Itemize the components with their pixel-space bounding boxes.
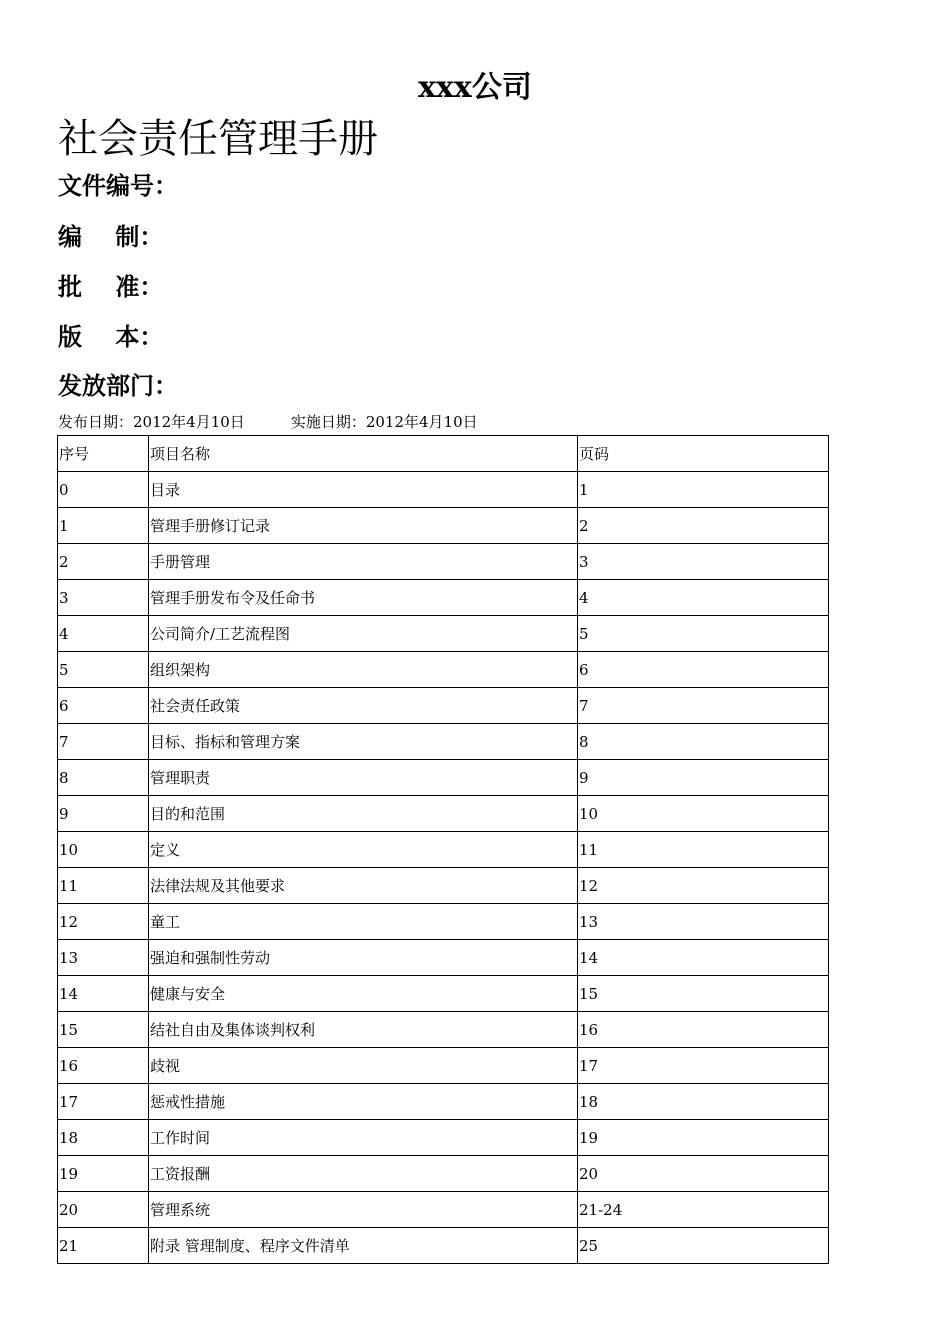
row-number: 20 bbox=[58, 1192, 149, 1228]
table-row bbox=[58, 904, 829, 940]
row-item-name: 组织架构 bbox=[149, 652, 578, 688]
row-item-name: 法律法规及其他要求 bbox=[149, 868, 578, 904]
row-page: 10 bbox=[578, 796, 829, 832]
row-number: 6 bbox=[58, 688, 149, 724]
table-row bbox=[58, 652, 829, 688]
row-page: 15 bbox=[578, 976, 829, 1012]
row-item-name: 结社自由及集体谈判权利 bbox=[149, 1012, 578, 1048]
table-row bbox=[58, 472, 829, 508]
row-number: 4 bbox=[58, 616, 149, 652]
row-page: 13 bbox=[578, 904, 829, 940]
table-row bbox=[58, 940, 829, 976]
row-item-name: 歧视 bbox=[149, 1048, 578, 1084]
effective-date: 实施日期：2012年4月10日 bbox=[290, 413, 478, 431]
table-row bbox=[58, 1048, 829, 1084]
compiled-by-label: 编 制： bbox=[58, 223, 164, 251]
version-label: 版 本： bbox=[58, 323, 164, 351]
row-item-name: 目的和范围 bbox=[149, 796, 578, 832]
row-number: 16 bbox=[58, 1048, 149, 1084]
file-number-label: 文件编号： bbox=[58, 172, 178, 200]
dates-line bbox=[58, 411, 478, 433]
row-page: 20 bbox=[578, 1156, 829, 1192]
row-page: 1 bbox=[578, 472, 829, 508]
row-page: 12 bbox=[578, 868, 829, 904]
row-item-name: 童工 bbox=[149, 904, 578, 940]
row-number: 18 bbox=[58, 1120, 149, 1156]
table-row bbox=[58, 1156, 829, 1192]
row-number: 1 bbox=[58, 508, 149, 544]
row-number: 19 bbox=[58, 1156, 149, 1192]
table-row bbox=[58, 1084, 829, 1120]
company-name: xxx公司 bbox=[418, 70, 532, 105]
table-row bbox=[58, 760, 829, 796]
table-row bbox=[58, 832, 829, 868]
header-number: 序号 bbox=[58, 436, 149, 472]
row-number: 17 bbox=[58, 1084, 149, 1120]
table-body bbox=[58, 472, 829, 1264]
row-number: 0 bbox=[58, 472, 149, 508]
row-number: 10 bbox=[58, 832, 149, 868]
table-row bbox=[58, 868, 829, 904]
table-row bbox=[58, 688, 829, 724]
contents-table bbox=[57, 435, 829, 1264]
row-item-name: 目标、指标和管理方案 bbox=[149, 724, 578, 760]
row-item-name: 管理职责 bbox=[149, 760, 578, 796]
row-item-name: 公司简介/工艺流程图 bbox=[149, 616, 578, 652]
row-page: 11 bbox=[578, 832, 829, 868]
table-row bbox=[58, 508, 829, 544]
header-page: 页码 bbox=[578, 436, 829, 472]
row-page: 6 bbox=[578, 652, 829, 688]
row-item-name: 健康与安全 bbox=[149, 976, 578, 1012]
row-number: 7 bbox=[58, 724, 149, 760]
row-number: 8 bbox=[58, 760, 149, 796]
table-header-row bbox=[58, 436, 829, 472]
manual-title: 社会责任管理手册 bbox=[58, 116, 378, 162]
row-number: 21 bbox=[58, 1228, 149, 1264]
table-row bbox=[58, 544, 829, 580]
table-row bbox=[58, 976, 829, 1012]
table-row bbox=[58, 580, 829, 616]
row-page: 19 bbox=[578, 1120, 829, 1156]
row-item-name: 管理系统 bbox=[149, 1192, 578, 1228]
row-page: 9 bbox=[578, 760, 829, 796]
row-page: 21-24 bbox=[578, 1192, 829, 1228]
row-page: 7 bbox=[578, 688, 829, 724]
row-page: 5 bbox=[578, 616, 829, 652]
table-row bbox=[58, 1192, 829, 1228]
table-row bbox=[58, 796, 829, 832]
row-item-name: 工作时间 bbox=[149, 1120, 578, 1156]
table-row bbox=[58, 1228, 829, 1264]
row-item-name: 手册管理 bbox=[149, 544, 578, 580]
row-page: 17 bbox=[578, 1048, 829, 1084]
row-page: 18 bbox=[578, 1084, 829, 1120]
row-item-name: 工资报酬 bbox=[149, 1156, 578, 1192]
row-number: 9 bbox=[58, 796, 149, 832]
row-number: 14 bbox=[58, 976, 149, 1012]
row-page: 14 bbox=[578, 940, 829, 976]
table-row bbox=[58, 616, 829, 652]
row-item-name: 社会责任政策 bbox=[149, 688, 578, 724]
table-row bbox=[58, 724, 829, 760]
table-row bbox=[58, 1012, 829, 1048]
row-page: 8 bbox=[578, 724, 829, 760]
row-number: 3 bbox=[58, 580, 149, 616]
row-item-name: 目录 bbox=[149, 472, 578, 508]
row-page: 16 bbox=[578, 1012, 829, 1048]
table-row bbox=[58, 1120, 829, 1156]
issue-date: 发布日期：2012年4月10日 bbox=[58, 413, 245, 431]
row-page: 3 bbox=[578, 544, 829, 580]
row-number: 5 bbox=[58, 652, 149, 688]
row-item-name: 强迫和强制性劳动 bbox=[149, 940, 578, 976]
row-item-name: 定义 bbox=[149, 832, 578, 868]
header-item-name: 项目名称 bbox=[149, 436, 578, 472]
row-number: 15 bbox=[58, 1012, 149, 1048]
row-page: 2 bbox=[578, 508, 829, 544]
distribution-dept-label: 发放部门： bbox=[58, 372, 178, 400]
row-item-name: 管理手册发布令及任命书 bbox=[149, 580, 578, 616]
row-item-name: 惩戒性措施 bbox=[149, 1084, 578, 1120]
row-item-name: 管理手册修订记录 bbox=[149, 508, 578, 544]
row-page: 25 bbox=[578, 1228, 829, 1264]
row-item-name: 附录 管理制度、程序文件清单 bbox=[149, 1228, 578, 1264]
row-number: 2 bbox=[58, 544, 149, 580]
approved-by-label: 批 准： bbox=[58, 273, 164, 301]
row-number: 12 bbox=[58, 904, 149, 940]
row-number: 11 bbox=[58, 868, 149, 904]
row-page: 4 bbox=[578, 580, 829, 616]
row-number: 13 bbox=[58, 940, 149, 976]
